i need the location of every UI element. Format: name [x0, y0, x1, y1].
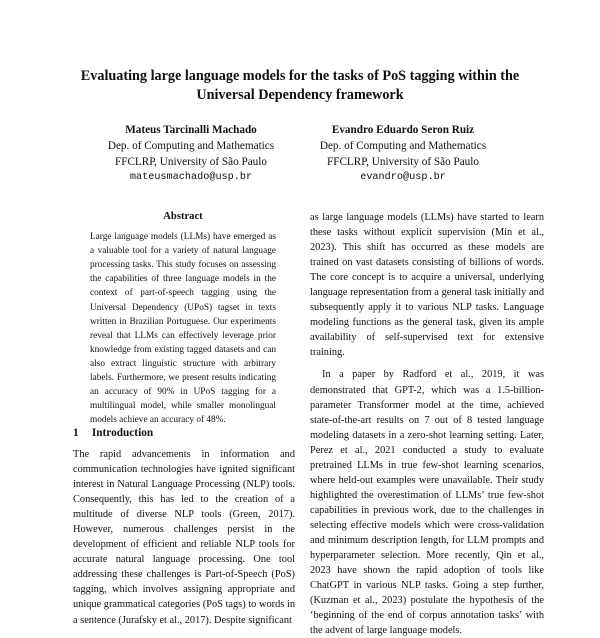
title-line-1: Evaluating large language models for the tasks of PoS tagging within the [80, 68, 520, 84]
author-dept: Dep. of Computing and Mathematics [319, 140, 487, 152]
section-heading-introduction [73, 427, 153, 439]
title-line-2: Universal Dependency framework [196, 86, 404, 103]
right-paragraph-2: In a paper by Radford et al., 2019, it was demonstrated that GPT-2, which was a 1.5-billion-parameter Transformer model at the time, achieved state-of-the-art results on 7 out of 8 tested language modeling datasets in a zero-shot learning setting. Later, Perez et al., 2021 conducted a study to evaluate pretrained LLMs in true few-shot learning scenarios, where held-out examples were unavailable. Their study highlighted the overestimation of LLMs’ true few-shot capabilities in previous work, due to the challenges in selecting effective models which were cross-validation and minimum description length, for LLM prompts and hyperparameter selection. More recently, Qin et al., 2023 have shown the rapid adoption of tools like ChatGPT in various NLP tasks. Going a step further, (Kuzman et al., 2023) postulate the hypothesis of the ‘beginning of the end of corpus annotation tasks’ with the advent of large language models. [310, 369, 544, 637]
section-number: 1 [73, 427, 79, 439]
left-column-text [73, 447, 295, 628]
author-name: Evandro Eduardo Seron Ruiz [331, 124, 475, 136]
section-title: Introduction [91, 427, 154, 439]
abstract-text: Large language models (LLMs) have emerged as a valuable tool for a variety of natural language processing tasks. This study focuses on assessing the capabilities of three language models in the context of part-of-speech tagging using the Universal Dependency (UPoS) tagset in texts written in Brazilian Portuguese. Our experiments reveal that LLMs can effectively leverage prior knowledge from existing tagged datasets and can also extract linguistic structure with arbitrary labels. Furthermore, we present results indicating an accuracy of 90% in UPoS tagging for a multilingual model, while smaller monolingual models achieve an accuracy of 48%. [90, 232, 276, 426]
author-affiliation: FFCLRP, University of São Paulo [327, 156, 479, 168]
right-paragraph-1: as large language models (LLMs) have started to learn these tasks without explicit supervision (Min et al., 2023). This shift has occurred as these models are trained on vast datasets consisting of billions of words. The core concept is to acquire a universal, underlying language representation from a general task initially and subsequently apply it to various NLP tasks. Language modeling functions as the general task, given its ample availability of self-supervised text for extensive training. [310, 212, 544, 359]
author-email: evandro@usp.br [360, 172, 446, 183]
author-dept: Dep. of Computing and Mathematics [107, 140, 275, 152]
right-column-text [310, 210, 544, 638]
author-name: Mateus Tarcinalli Machado [125, 124, 257, 136]
abstract [90, 210, 276, 427]
author-block-2 [298, 122, 508, 186]
author-affiliation: FFCLRP, University of São Paulo [115, 156, 267, 168]
author-block-1 [86, 122, 296, 186]
author-email: mateusmachado@usp.br [129, 172, 253, 183]
paper-title [40, 67, 560, 104]
abstract-heading: Abstract [163, 211, 203, 222]
intro-paragraph-1: The rapid advancements in information and communication technologies have ignited significant interest in Natural Language Processing (NLP) tools. Consequently, this has led to the creation of a multitude of diverse NLP tools (Green, 2017). However, numerous challenges persist in the development of efficient and reliable NLP tools for accurate natural language processing. One tool addressing these challenges is Part-of-Speech (PoS) tagging, which involves assigning appropriate and unique grammatical categories (PoS tags) to words in a sentence (Jurafsky et al., 2017). Despite significant [73, 449, 295, 626]
